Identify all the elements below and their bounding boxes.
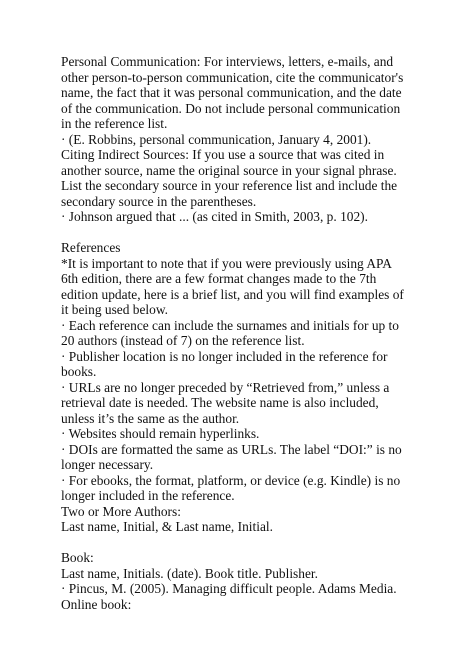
paragraph-indirect-sources-line-2: another source, name the original source in your signal phrase. bbox=[61, 162, 397, 178]
blank-line bbox=[61, 535, 466, 551]
heading-two-or-more-authors: Two or More Authors: bbox=[61, 503, 181, 519]
format-book: Last name, Initials. (date). Book title. Publisher. bbox=[61, 565, 318, 581]
heading-online-book: Online book: bbox=[61, 596, 132, 612]
heading-references: References bbox=[61, 240, 121, 255]
bullet-ebooks-line-2: longer included in the reference. bbox=[61, 488, 235, 503]
paragraph-personal-communication-line-5: in the reference list. bbox=[61, 116, 168, 131]
bullet-dois-line-2: longer necessary. bbox=[61, 457, 154, 472]
bullet-publisher-line-1: · Publisher location is no longer included in the reference for bbox=[61, 348, 388, 364]
blank-line bbox=[61, 225, 466, 241]
bullet-dois-line-1: · DOIs are formatted the same as URLs. The label “DOI:” is no bbox=[61, 441, 402, 457]
example-personal-communication: · (E. Robbins, personal communication, January 4, 2001). bbox=[61, 131, 372, 147]
bullet-websites: · Websites should remain hyperlinks. bbox=[61, 426, 260, 441]
paragraph-personal-communication-line-2: other person-to-person communication, cite the communicator's bbox=[61, 69, 404, 85]
document-page bbox=[61, 54, 466, 612]
paragraph-personal-communication-line-3: name, the fact that it was personal communication, and the date bbox=[61, 85, 402, 100]
bullet-authors-line-2: 20 authors (instead of 7) on the reference list. bbox=[61, 333, 305, 348]
example-indirect-source: · Johnson argued that ... (as cited in Smith, 2003, p. 102). bbox=[61, 209, 368, 224]
note-apa-changes-line-4: it being used below. bbox=[61, 302, 168, 317]
bullet-ebooks-line-1: · For ebooks, the format, platform, or device (e.g. Kindle) is no bbox=[61, 472, 401, 488]
heading-book: Book: bbox=[61, 550, 94, 565]
paragraph-indirect-sources-line-3: List the secondary source in your reference list and include the bbox=[61, 178, 398, 193]
paragraph-indirect-sources-line-4: secondary source in the parentheses. bbox=[61, 193, 257, 209]
bullet-urls-line-2: retrieval date is needed. The website name is also included, bbox=[61, 395, 379, 410]
note-apa-changes-line-2: 6th edition, there are a few format changes made to the 7th bbox=[61, 271, 377, 286]
example-book: · Pincus, M. (2005). Managing difficult people. Adams Media. bbox=[61, 581, 397, 596]
note-apa-changes-line-3: edition update, here is a brief list, and you will find examples of bbox=[61, 286, 404, 302]
paragraph-indirect-sources-line-1: Citing Indirect Sources: If you use a source that was cited in bbox=[61, 147, 385, 162]
format-two-or-more-authors: Last name, Initial, & Last name, Initial. bbox=[61, 519, 273, 534]
paragraph-personal-communication-line-1: Personal Communication: For interviews, letters, e-mails, and bbox=[61, 54, 394, 69]
bullet-urls-line-3: unless it’s the same as the author. bbox=[61, 410, 240, 426]
bullet-publisher-line-2: books. bbox=[61, 364, 97, 379]
bullet-urls-line-1: · URLs are no longer preceded by “Retrieved from,” unless a bbox=[61, 379, 390, 395]
note-apa-changes-line-1: *It is important to note that if you were previously using APA bbox=[61, 255, 392, 271]
paragraph-personal-communication-line-4: of the communication. Do not include personal communication bbox=[61, 100, 401, 116]
bullet-authors-line-1: · Each reference can include the surnames and initials for up to bbox=[61, 317, 399, 333]
